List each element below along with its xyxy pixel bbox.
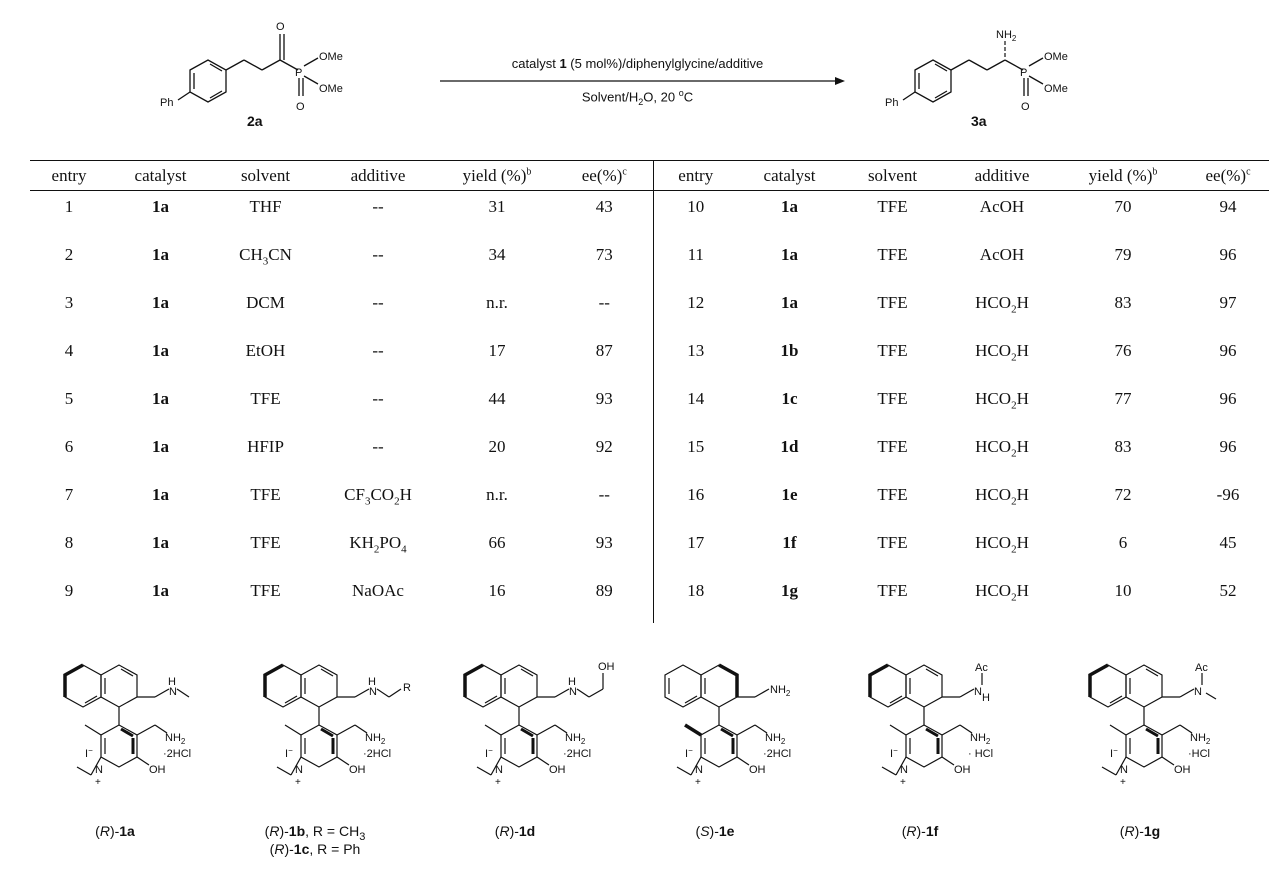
header-yield-2: yield (%)$^b$ [1060, 161, 1186, 191]
catalyst-label-2: (R)-1c, R = Ph [269, 841, 361, 857]
cell-ee: 87 [595, 341, 613, 360]
product-ome2: OMe [1044, 83, 1068, 95]
catalyst-1f-salt: · HCl [968, 748, 994, 760]
cell-entry: 12 [653, 287, 738, 335]
header-catalyst-2: catalyst [738, 161, 841, 191]
cell-solvent: TFE [877, 341, 908, 360]
cell-additive: $HCO_2H$ [975, 341, 1029, 364]
catalyst-1b-salt: ·2HCl [363, 748, 392, 760]
catalyst-1f [840, 645, 1040, 876]
header-catalyst: catalyst [108, 161, 213, 191]
cell-yield: 83 [1114, 437, 1132, 456]
catalyst-label: (R)-1f [901, 823, 939, 839]
cell-ee: 93 [595, 389, 613, 408]
cell-ee: 96 [1219, 437, 1237, 456]
catalyst-1f-structure [840, 645, 1040, 825]
cell-additive: AcOH [979, 245, 1025, 264]
cell-catalyst: 1a [781, 293, 798, 312]
svg-text:NH2: $NH_2$ [165, 732, 186, 746]
cell-yield: 66 [488, 533, 506, 552]
svg-text:OH: OH [954, 764, 971, 776]
cell-ee: 92 [595, 437, 613, 456]
cell-additive: $CF_3CO_2H$ [344, 485, 412, 508]
cell-entry: 5 [64, 389, 74, 408]
cell-solvent: TFE [250, 533, 281, 552]
cell-yield: 83 [1114, 293, 1132, 312]
cell-ee: 45 [1219, 533, 1237, 552]
svg-text:OH: OH [749, 764, 766, 776]
cell-solvent: TFE [877, 293, 908, 312]
catalyst-1d [435, 645, 635, 876]
catalyst-label: (R)-1b, $R = CH_3$ [264, 823, 366, 843]
table-header-row [30, 161, 1269, 191]
svg-text:+: + [295, 777, 301, 788]
cell-additive: $HCO_2H$ [975, 485, 1029, 508]
svg-text:+: + [95, 777, 101, 788]
reactant-p: P [295, 67, 303, 79]
cell-yield: 20 [488, 437, 506, 456]
table-row [30, 431, 1269, 479]
catalyst-structures [0, 645, 1269, 876]
catalyst-1b [235, 645, 435, 876]
svg-text:OH: OH [549, 764, 566, 776]
header-additive-2: additive [944, 161, 1060, 191]
cell-ee: 89 [595, 581, 613, 600]
reactant-ph: Ph [160, 97, 174, 109]
catalyst-label: (R)-1g [1119, 823, 1161, 839]
cell-entry: 13 [653, 335, 738, 383]
cell-ee: 96 [1219, 341, 1237, 360]
table-row [30, 239, 1269, 287]
cell-entry: 1 [64, 197, 74, 216]
reaction-scheme-drawing [0, 0, 1269, 150]
cell-entry: 2 [64, 245, 74, 264]
cell-entry: 16 [653, 479, 738, 527]
catalyst-1d-structure [435, 645, 635, 825]
svg-text:N: N [495, 764, 503, 776]
cell-additive: -- [372, 245, 384, 264]
header-entry: entry [30, 161, 108, 191]
cell-yield: 10 [1114, 581, 1132, 600]
svg-text:Ac: Ac [1195, 662, 1208, 674]
catalyst-1e-salt: ·2HCl [763, 748, 792, 760]
cell-yield: 44 [488, 389, 506, 408]
cell-catalyst: 1f [782, 533, 797, 552]
product-nh2: $NH_2$ [996, 29, 1017, 43]
svg-text:R: R [403, 682, 411, 694]
cell-catalyst: 1a [781, 245, 798, 264]
svg-text:OH: OH [1174, 764, 1191, 776]
cell-yield: 72 [1114, 485, 1132, 504]
cell-solvent: TFE [877, 389, 908, 408]
cell-entry: 18 [653, 575, 738, 623]
catalyst-label: (R)-1d [494, 823, 536, 839]
cell-yield: 17 [488, 341, 506, 360]
svg-text:NH2: $NH_2$ [1190, 732, 1211, 746]
cell-ee: 43 [595, 197, 613, 216]
cell-solvent: TFE [877, 245, 908, 264]
cell-catalyst: 1g [781, 581, 798, 600]
table-row [30, 383, 1269, 431]
svg-text:NH2: $NH_2$ [365, 732, 386, 746]
catalyst-label: (R)-1a [95, 823, 135, 839]
cell-entry: 11 [653, 239, 738, 287]
results-table [30, 160, 1269, 623]
cell-catalyst: 1a [152, 485, 169, 504]
cell-solvent: TFE [877, 197, 908, 216]
cell-ee: 93 [595, 533, 613, 552]
reactant-ome1: OMe [319, 51, 343, 63]
cell-solvent: TFE [877, 437, 908, 456]
svg-text:N: N [95, 764, 103, 776]
cell-additive: $HCO_2H$ [975, 293, 1029, 316]
catalyst-label: (S)-1e [695, 823, 735, 839]
svg-text:N: N [900, 764, 908, 776]
cell-additive: $HCO_2H$ [975, 389, 1029, 412]
svg-text:N: N [695, 764, 703, 776]
reactant-po-o: O [296, 101, 305, 113]
cell-entry: 4 [64, 341, 74, 360]
cell-entry: 3 [64, 293, 74, 312]
svg-text:NH2: $NH_2$ [765, 732, 786, 746]
header-ee-2: ee(%)$^c$ [1186, 161, 1269, 191]
condition-top: catalyst 1 (5 mol%)/diphenylglycine/additive [511, 56, 764, 71]
cell-ee: -- [598, 293, 610, 312]
cell-entry: 14 [653, 383, 738, 431]
results-table-wrap [30, 160, 1269, 623]
cell-ee: -96 [1216, 485, 1240, 504]
header-yield: yield (%)$^b$ [438, 161, 556, 191]
cell-solvent: HFIP [247, 437, 284, 456]
svg-text:I−: I− [890, 746, 898, 760]
svg-text:N: N [1194, 686, 1202, 698]
cell-ee: 73 [595, 245, 613, 264]
svg-text:+: + [695, 777, 701, 788]
reactant-ome2: OMe [319, 83, 343, 95]
product-ph: Ph [885, 97, 899, 109]
catalyst-1e-structure [635, 645, 835, 825]
cell-entry: 15 [653, 431, 738, 479]
header-additive: additive [318, 161, 438, 191]
svg-text:H: H [568, 676, 576, 688]
product-p: P [1020, 67, 1028, 79]
cell-solvent: TFE [250, 389, 281, 408]
catalyst-1a-structure [35, 645, 235, 825]
svg-text:N: N [369, 686, 377, 698]
cell-solvent: DCM [246, 293, 285, 312]
product-po-o: O [1021, 101, 1030, 113]
svg-text:OH: OH [349, 764, 366, 776]
table-row [30, 527, 1269, 575]
svg-text:NH2: $NH_2$ [970, 732, 991, 746]
cell-yield: 79 [1114, 245, 1132, 264]
cell-solvent: TFE [877, 533, 908, 552]
svg-text:H: H [982, 692, 990, 704]
svg-text:I−: I− [285, 746, 293, 760]
svg-text:H: H [368, 676, 376, 688]
cell-yield: 16 [488, 581, 506, 600]
cell-ee: 96 [1219, 245, 1237, 264]
svg-text:N: N [1120, 764, 1128, 776]
catalyst-1a [35, 645, 235, 876]
table-row [30, 191, 1269, 240]
svg-text:OH: OH [149, 764, 166, 776]
condition-bottom: Solvent/$H_2O$, 20 $^o$C [581, 88, 694, 107]
cell-ee: 96 [1219, 389, 1237, 408]
cell-ee: -- [598, 485, 610, 504]
svg-text:H: H [168, 676, 176, 688]
cell-entry: 9 [64, 581, 74, 600]
cell-solvent: $CH_3CN$ [239, 245, 292, 268]
cell-yield: 31 [488, 197, 506, 216]
svg-text:NH2: $NH_2$ [770, 684, 791, 698]
header-entry-2: entry [653, 161, 738, 191]
cell-ee: 94 [1219, 197, 1237, 216]
cell-entry: 10 [653, 191, 738, 240]
reactant-carbonyl-o: O [276, 21, 285, 33]
reactant-label: 2a [247, 113, 263, 129]
table-body [30, 191, 1269, 624]
cell-catalyst: 1c [781, 389, 798, 408]
product-label: 3a [971, 113, 987, 129]
cell-catalyst: 1a [152, 437, 169, 456]
catalyst-1a-salt: ·2HCl [163, 748, 192, 760]
svg-text:+: + [900, 777, 906, 788]
svg-text:NH2: $NH_2$ [565, 732, 586, 746]
svg-text:I−: I− [485, 746, 493, 760]
cell-additive: -- [372, 293, 384, 312]
svg-text:N: N [295, 764, 303, 776]
cell-ee: 97 [1219, 293, 1237, 312]
cell-additive: -- [372, 341, 384, 360]
cell-additive: NaOAc [352, 581, 404, 600]
cell-catalyst: 1a [152, 245, 169, 264]
reaction-scheme [0, 0, 1269, 150]
cell-additive: $HCO_2H$ [975, 437, 1029, 460]
header-solvent: solvent [213, 161, 318, 191]
svg-text:OH: OH [598, 661, 615, 673]
table-row [30, 287, 1269, 335]
cell-additive: $HCO_2H$ [975, 533, 1029, 556]
cell-yield: n.r. [486, 485, 508, 504]
cell-additive: AcOH [979, 197, 1025, 216]
svg-text:Ac: Ac [975, 662, 988, 674]
cell-yield: 6 [1118, 533, 1128, 552]
cell-entry: 17 [653, 527, 738, 575]
svg-text:I−: I− [1110, 746, 1118, 760]
svg-text:I−: I− [85, 746, 93, 760]
cell-solvent: THF [249, 197, 282, 216]
svg-text:+: + [1120, 777, 1126, 788]
cell-catalyst: 1b [780, 341, 799, 360]
cell-additive: $HCO_2H$ [975, 581, 1029, 604]
cell-solvent: TFE [877, 581, 908, 600]
header-ee: ee(%)$^c$ [556, 161, 653, 191]
cell-entry: 7 [64, 485, 74, 504]
cell-ee: 52 [1219, 581, 1237, 600]
cell-catalyst: 1a [152, 533, 169, 552]
cell-solvent: TFE [877, 485, 908, 504]
svg-text:N: N [569, 686, 577, 698]
catalyst-1b-structure [235, 645, 435, 825]
cell-solvent: TFE [250, 485, 281, 504]
catalyst-1g [1060, 645, 1260, 876]
cell-entry: 6 [64, 437, 74, 456]
cell-yield: 70 [1114, 197, 1132, 216]
cell-solvent: TFE [250, 581, 281, 600]
cell-yield: 77 [1114, 389, 1132, 408]
cell-yield: n.r. [486, 293, 508, 312]
product-ome1: OMe [1044, 51, 1068, 63]
catalyst-1g-structure [1060, 645, 1260, 825]
cell-yield: 76 [1114, 341, 1132, 360]
table-row [30, 335, 1269, 383]
cell-catalyst: 1a [152, 581, 169, 600]
cell-solvent: EtOH [245, 341, 286, 360]
header-solvent-2: solvent [841, 161, 944, 191]
catalyst-1e [635, 645, 835, 876]
table-row [30, 575, 1269, 623]
cell-additive: -- [372, 437, 384, 456]
cell-catalyst: 1a [152, 389, 169, 408]
cell-catalyst: 1a [152, 341, 169, 360]
cell-catalyst: 1d [780, 437, 799, 456]
cell-additive: $KH_2PO_4$ [349, 533, 407, 556]
svg-text:I−: I− [685, 746, 693, 760]
cell-entry: 8 [64, 533, 74, 552]
table-row [30, 479, 1269, 527]
catalyst-1g-salt: ·HCl [1188, 748, 1210, 760]
svg-text:N: N [974, 686, 982, 698]
cell-catalyst: 1a [152, 197, 169, 216]
cell-catalyst: 1a [781, 197, 798, 216]
cell-catalyst: 1a [152, 293, 169, 312]
svg-text:N: N [169, 686, 177, 698]
cell-additive: -- [372, 197, 384, 216]
catalyst-1d-salt: ·2HCl [563, 748, 592, 760]
cell-additive: -- [372, 389, 384, 408]
cell-catalyst: 1e [781, 485, 798, 504]
cell-yield: 34 [488, 245, 506, 264]
svg-text:+: + [495, 777, 501, 788]
